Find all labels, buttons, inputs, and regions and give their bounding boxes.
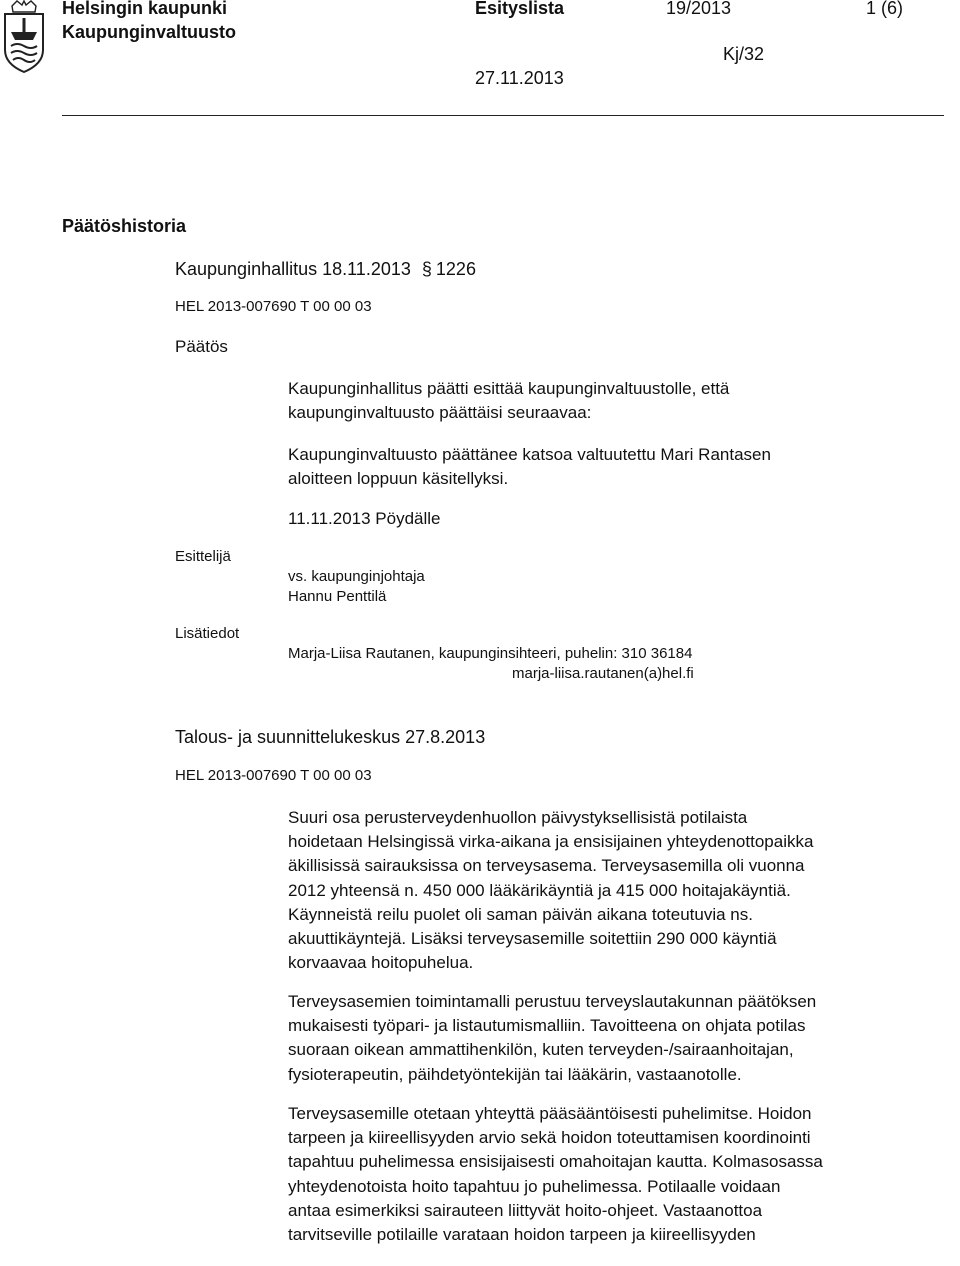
tabled-note: 11.11.2013 Pöydälle xyxy=(288,509,441,528)
contact-info: Marja-Liisa Rautanen, kaupunginsihteeri, puhelin: 310 36184 xyxy=(288,645,693,662)
page-number: 1 (6) xyxy=(866,0,904,18)
proposal-text xyxy=(288,443,928,491)
contact-email: marja-liisa.rautanen(a)hel.fi xyxy=(512,665,694,682)
text-line: kaupunginvaltuusto päättäisi seuraavaa: xyxy=(288,403,592,423)
text-line: Terveysasemien toimintamalli perustuu terveyslautakunnan päätöksen xyxy=(288,992,817,1011)
text-line: aloitteen loppuun käsitellyksi. xyxy=(288,469,509,489)
text-line: äkillisissä sairauksissa on terveysasema. Terveysasemilla oli vuonna xyxy=(288,856,805,876)
organization-name: Helsingin kaupunki xyxy=(62,0,228,18)
text-line: Kaupunginvaltuusto päättänee katsoa valtuutettu Mari Rantasen xyxy=(288,445,771,464)
text-line: 2012 yhteensä n. 450 000 lääkärikäyntiä ja 415 000 hoitajakäyntiä. xyxy=(288,880,791,900)
text-line: Suuri osa perusterveydenhuollon päivystyksellisistä potilaista xyxy=(288,808,748,827)
board-section-number: 1226 xyxy=(435,259,476,279)
decision-text xyxy=(288,377,928,425)
text-line: hoidetaan Helsingissä virka-aikana ja ensisijainen yhteydenottopaikka xyxy=(288,832,814,852)
text-line: tarpeen ja kiireellisyyden arvio sekä hoidon toteuttamisen koordinointi xyxy=(288,1128,811,1148)
text-line: Kaupunginhallitus päätti esittää kaupunginvaltuustolle, että xyxy=(288,379,730,398)
centre-heading: Talous- ja suunnittelukeskus 27.8.2013 xyxy=(175,727,486,747)
section-title: Päätöshistoria xyxy=(62,216,187,236)
text-line: antaa esimerkiksi sairauteen liittyvät hoito-ohjeet. Vastaanottoa xyxy=(288,1200,763,1220)
text-line: akuuttikäyntejä. Lisäksi terveysasemille soitettiin 290 000 käyntiä xyxy=(288,929,777,949)
centre-case-id: HEL 2013-007690 T 00 00 03 xyxy=(175,767,372,784)
paragraph xyxy=(288,1102,928,1247)
document-type: Esityslista xyxy=(475,0,565,18)
text-line: tarvitseville potilaille varataan hoidon tarpeen ja kiireellisyyden xyxy=(288,1225,756,1245)
agenda-number: 19/2013 xyxy=(666,0,732,18)
header-divider xyxy=(62,115,944,116)
text-line: yhteydenotoista hoito tapahtuu jo puhelimessa. Potilaalle voidaan xyxy=(288,1176,781,1196)
text-line: tapahtuu puhelimessa ensisijaisesti omahoitajan kautta. Kolmasosassa xyxy=(288,1152,823,1172)
text-line: korvaavaa hoitopuhelua. xyxy=(288,953,474,973)
board-heading-name: Kaupunginhallitus 18.11.2013 xyxy=(175,259,411,279)
presenter-label: Esittelijä xyxy=(175,548,231,565)
helsinki-coat-of-arms-logo xyxy=(2,0,46,74)
text-line: suoraan oikean ammattihenkilön, kuten terveyden-/sairaanhoitajan, xyxy=(288,1040,794,1060)
text-line: mukaisesti työpari- ja listautumismalliin. Tavoitteena on ohjata potilas xyxy=(288,1016,806,1036)
section-sign-icon: § xyxy=(421,259,432,279)
presenter-title: vs. kaupunginjohtaja xyxy=(288,568,425,585)
case-id: HEL 2013-007690 T 00 00 03 xyxy=(175,298,372,315)
meeting-date: 27.11.2013 xyxy=(475,68,564,88)
board-heading xyxy=(175,259,476,280)
item-reference: Kj/32 xyxy=(723,44,765,64)
presenter-name: Hannu Penttilä xyxy=(288,588,387,605)
text-line: Käynneistä reilu puolet oli saman päivän aikana toteutuvia ns. xyxy=(288,904,753,924)
paragraph xyxy=(288,990,928,1087)
paragraph xyxy=(288,806,928,975)
text-line: fysioterapeutin, päihdetyöntekijän tai lääkärin, vastaanotolle. xyxy=(288,1064,742,1084)
council-name: Kaupunginvaltuusto xyxy=(62,22,236,42)
decision-label: Päätös xyxy=(175,337,228,356)
text-line: Terveysasemille otetaan yhteyttä pääsääntöisesti puhelimitse. Hoidon xyxy=(288,1104,812,1123)
info-label: Lisätiedot xyxy=(175,625,240,642)
